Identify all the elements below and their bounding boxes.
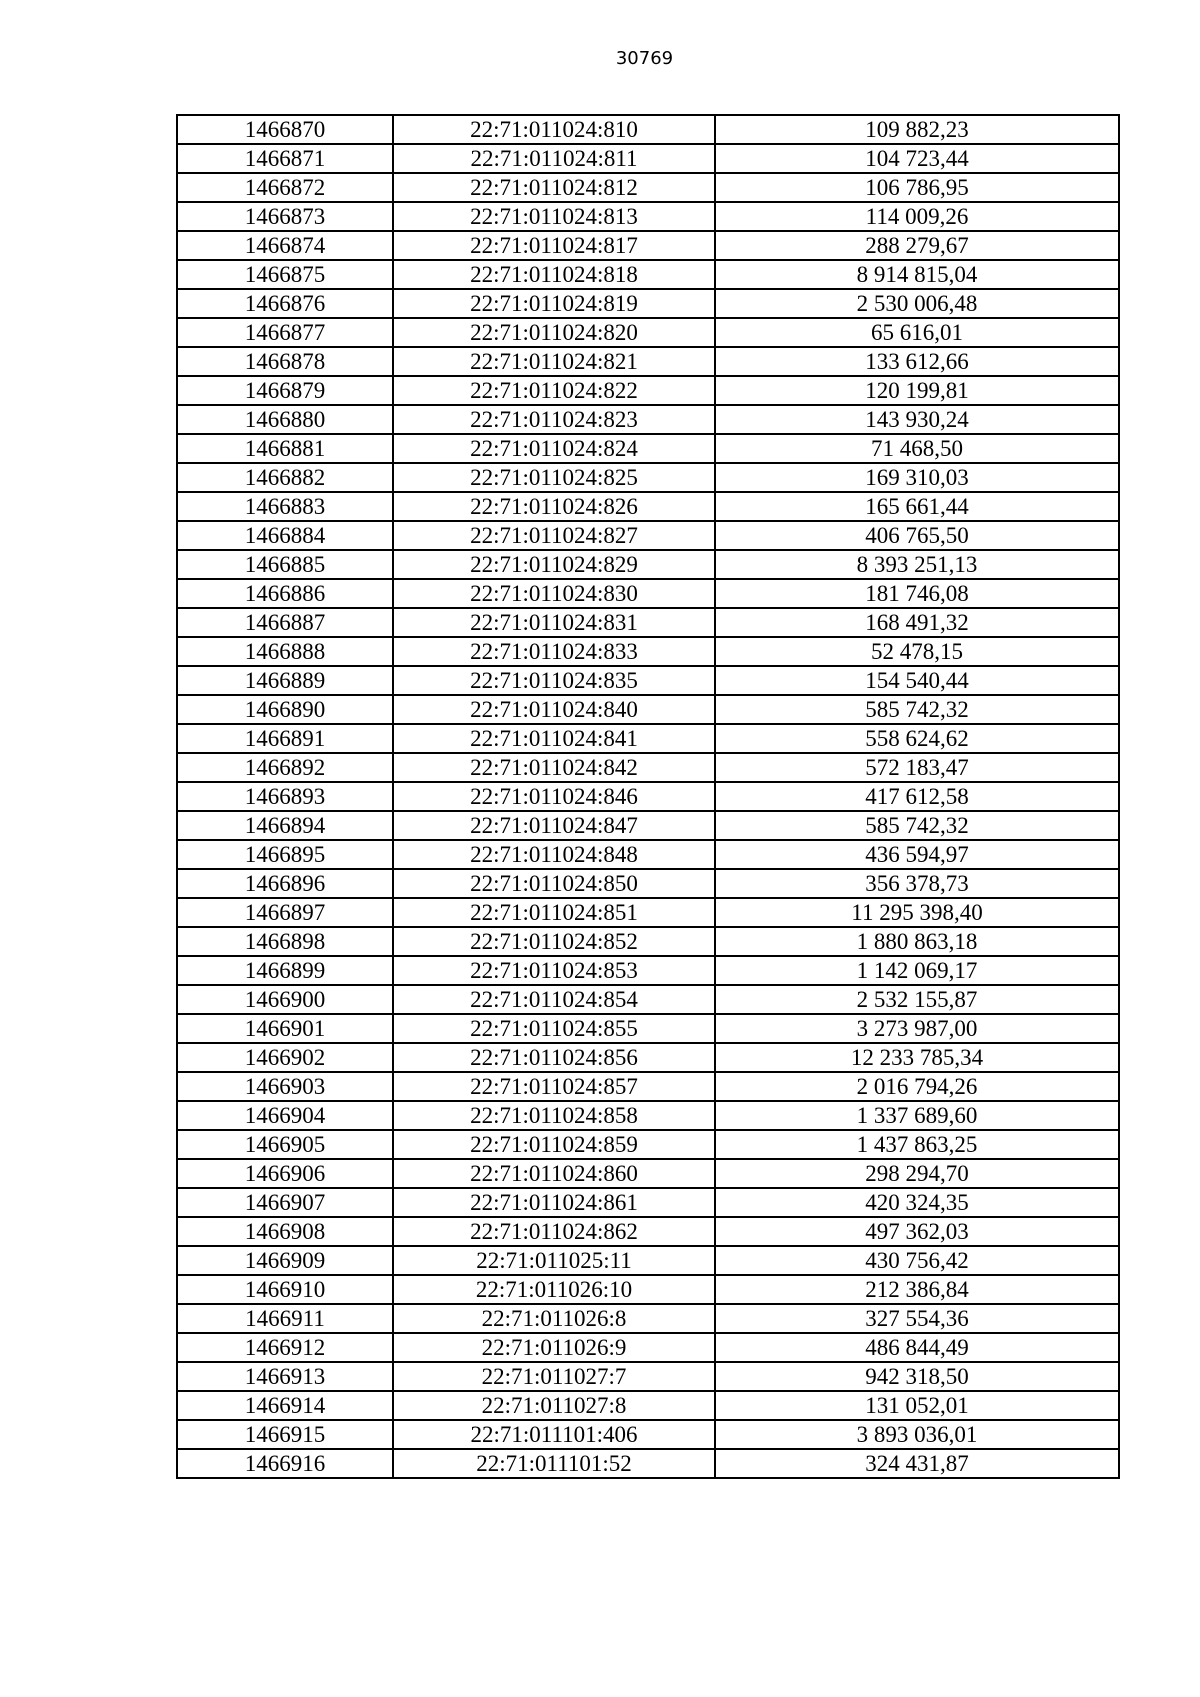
table-row (177, 1217, 1119, 1246)
table-row (177, 1420, 1119, 1449)
table-row (177, 811, 1119, 840)
table-row (177, 753, 1119, 782)
cadastral-number-cell: 22:71:011024:831 (393, 608, 715, 637)
record-number-cell: 1466886 (177, 579, 393, 608)
cadastral-value-cell: 1 437 863,25 (715, 1130, 1119, 1159)
cadastral-value-cell: 558 624,62 (715, 724, 1119, 753)
cadastral-value-cell: 169 310,03 (715, 463, 1119, 492)
cadastral-value-cell: 120 199,81 (715, 376, 1119, 405)
cadastral-number-cell: 22:71:011024:841 (393, 724, 715, 753)
cadastral-value-cell: 143 930,24 (715, 405, 1119, 434)
cadastral-number-cell: 22:71:011024:830 (393, 579, 715, 608)
cadastral-value-cell: 52 478,15 (715, 637, 1119, 666)
table-row (177, 144, 1119, 173)
record-number-cell: 1466874 (177, 231, 393, 260)
cadastral-value-cell: 212 386,84 (715, 1275, 1119, 1304)
record-number-cell: 1466870 (177, 115, 393, 144)
cadastral-value-cell: 2 016 794,26 (715, 1072, 1119, 1101)
cadastral-number-cell: 22:71:011024:825 (393, 463, 715, 492)
cadastral-value-cell: 12 233 785,34 (715, 1043, 1119, 1072)
table-row (177, 231, 1119, 260)
table-row (177, 550, 1119, 579)
record-number-cell: 1466875 (177, 260, 393, 289)
cadastral-value-cell: 65 616,01 (715, 318, 1119, 347)
record-number-cell: 1466906 (177, 1159, 393, 1188)
cadastral-value-cell: 165 661,44 (715, 492, 1119, 521)
record-number-cell: 1466893 (177, 782, 393, 811)
record-number-cell: 1466901 (177, 1014, 393, 1043)
cadastral-number-cell: 22:71:011024:861 (393, 1188, 715, 1217)
cadastral-value-cell: 133 612,66 (715, 347, 1119, 376)
cadastral-number-cell: 22:71:011024:847 (393, 811, 715, 840)
table-row (177, 289, 1119, 318)
cadastral-number-cell: 22:71:011024:823 (393, 405, 715, 434)
table-row (177, 376, 1119, 405)
table-row (177, 1159, 1119, 1188)
record-number-cell: 1466898 (177, 927, 393, 956)
cadastral-number-cell: 22:71:011024:819 (393, 289, 715, 318)
cadastral-number-cell: 22:71:011026:8 (393, 1304, 715, 1333)
cadastral-value-cell: 417 612,58 (715, 782, 1119, 811)
table-row (177, 1130, 1119, 1159)
cadastral-number-cell: 22:71:011025:11 (393, 1246, 715, 1275)
table-row (177, 1101, 1119, 1130)
record-number-cell: 1466894 (177, 811, 393, 840)
record-number-cell: 1466884 (177, 521, 393, 550)
cadastral-value-cell: 1 142 069,17 (715, 956, 1119, 985)
cadastral-value-cell: 71 468,50 (715, 434, 1119, 463)
cadastral-value-cell: 327 554,36 (715, 1304, 1119, 1333)
record-number-cell: 1466879 (177, 376, 393, 405)
cadastral-value-cell: 430 756,42 (715, 1246, 1119, 1275)
cadastral-value-cell: 168 491,32 (715, 608, 1119, 637)
table-row (177, 1275, 1119, 1304)
record-number-cell: 1466889 (177, 666, 393, 695)
record-number-cell: 1466891 (177, 724, 393, 753)
table-row (177, 840, 1119, 869)
cadastral-number-cell: 22:71:011024:813 (393, 202, 715, 231)
table-row (177, 492, 1119, 521)
cadastral-value-cell: 181 746,08 (715, 579, 1119, 608)
table-row (177, 202, 1119, 231)
record-number-cell: 1466885 (177, 550, 393, 579)
cadastral-number-cell: 22:71:011024:848 (393, 840, 715, 869)
record-number-cell: 1466871 (177, 144, 393, 173)
table-row (177, 521, 1119, 550)
table-row (177, 637, 1119, 666)
cadastral-value-cell: 11 295 398,40 (715, 898, 1119, 927)
table-row (177, 666, 1119, 695)
record-number-cell: 1466903 (177, 1072, 393, 1101)
cadastral-number-cell: 22:71:011024:817 (393, 231, 715, 260)
record-number-cell: 1466899 (177, 956, 393, 985)
table-row (177, 579, 1119, 608)
record-number-cell: 1466909 (177, 1246, 393, 1275)
cadastral-value-cell: 106 786,95 (715, 173, 1119, 202)
table-row (177, 1391, 1119, 1420)
cadastral-value-cell: 154 540,44 (715, 666, 1119, 695)
page-number: 30769 (615, 48, 674, 69)
cadastral-value-cell: 288 279,67 (715, 231, 1119, 260)
record-number-cell: 1466907 (177, 1188, 393, 1217)
record-number-cell: 1466914 (177, 1391, 393, 1420)
table-row (177, 434, 1119, 463)
cadastral-value-cell: 406 765,50 (715, 521, 1119, 550)
cadastral-value-cell: 2 532 155,87 (715, 985, 1119, 1014)
table-row (177, 405, 1119, 434)
cadastral-value-cell: 436 594,97 (715, 840, 1119, 869)
record-number-cell: 1466872 (177, 173, 393, 202)
cadastral-number-cell: 22:71:011024:818 (393, 260, 715, 289)
table-row (177, 1072, 1119, 1101)
cadastral-number-cell: 22:71:011024:853 (393, 956, 715, 985)
record-number-cell: 1466913 (177, 1362, 393, 1391)
record-number-cell: 1466905 (177, 1130, 393, 1159)
table-row (177, 695, 1119, 724)
cadastral-number-cell: 22:71:011024:862 (393, 1217, 715, 1246)
cadastral-number-cell: 22:71:011024:855 (393, 1014, 715, 1043)
record-number-cell: 1466902 (177, 1043, 393, 1072)
cadastral-number-cell: 22:71:011024:858 (393, 1101, 715, 1130)
cadastral-number-cell: 22:71:011024:860 (393, 1159, 715, 1188)
table-row (177, 1304, 1119, 1333)
record-number-cell: 1466900 (177, 985, 393, 1014)
cadastral-number-cell: 22:71:011024:857 (393, 1072, 715, 1101)
cadastral-number-cell: 22:71:011026:9 (393, 1333, 715, 1362)
record-number-cell: 1466916 (177, 1449, 393, 1478)
cadastral-number-cell: 22:71:011026:10 (393, 1275, 715, 1304)
table-row (177, 347, 1119, 376)
cadastral-value-cell: 324 431,87 (715, 1449, 1119, 1478)
table-row (177, 1333, 1119, 1362)
table-row (177, 956, 1119, 985)
cadastral-number-cell: 22:71:011024:851 (393, 898, 715, 927)
cadastral-value-cell: 420 324,35 (715, 1188, 1119, 1217)
record-number-cell: 1466897 (177, 898, 393, 927)
table-row (177, 724, 1119, 753)
cadastral-number-cell: 22:71:011024:852 (393, 927, 715, 956)
record-number-cell: 1466887 (177, 608, 393, 637)
data-table (176, 114, 1120, 1479)
table-row (177, 1449, 1119, 1478)
record-number-cell: 1466908 (177, 1217, 393, 1246)
cadastral-value-cell: 572 183,47 (715, 753, 1119, 782)
record-number-cell: 1466873 (177, 202, 393, 231)
cadastral-number-cell: 22:71:011024:811 (393, 144, 715, 173)
record-number-cell: 1466911 (177, 1304, 393, 1333)
record-number-cell: 1466912 (177, 1333, 393, 1362)
cadastral-value-cell: 942 318,50 (715, 1362, 1119, 1391)
table-row (177, 1014, 1119, 1043)
cadastral-value-cell: 8 914 815,04 (715, 260, 1119, 289)
record-number-cell: 1466892 (177, 753, 393, 782)
table-row (177, 1188, 1119, 1217)
cadastral-value-cell: 104 723,44 (715, 144, 1119, 173)
table-row (177, 898, 1119, 927)
record-number-cell: 1466896 (177, 869, 393, 898)
record-number-cell: 1466888 (177, 637, 393, 666)
cadastral-value-cell: 1 337 689,60 (715, 1101, 1119, 1130)
cadastral-number-cell: 22:71:011024:824 (393, 434, 715, 463)
cadastral-number-cell: 22:71:011024:820 (393, 318, 715, 347)
record-number-cell: 1466882 (177, 463, 393, 492)
cadastral-number-cell: 22:71:011024:854 (393, 985, 715, 1014)
table-row (177, 1362, 1119, 1391)
table-row (177, 318, 1119, 347)
table-row (177, 1043, 1119, 1072)
table-row (177, 260, 1119, 289)
cadastral-number-cell: 22:71:011027:8 (393, 1391, 715, 1420)
cadastral-value-cell: 497 362,03 (715, 1217, 1119, 1246)
cadastral-value-cell: 131 052,01 (715, 1391, 1119, 1420)
table-row (177, 927, 1119, 956)
cadastral-number-cell: 22:71:011024:846 (393, 782, 715, 811)
table-row (177, 115, 1119, 144)
cadastral-value-cell: 356 378,73 (715, 869, 1119, 898)
cadastral-value-cell: 8 393 251,13 (715, 550, 1119, 579)
cadastral-number-cell: 22:71:011024:829 (393, 550, 715, 579)
table-row (177, 1246, 1119, 1275)
cadastral-number-cell: 22:71:011027:7 (393, 1362, 715, 1391)
cadastral-number-cell: 22:71:011024:821 (393, 347, 715, 376)
cadastral-value-cell: 585 742,32 (715, 811, 1119, 840)
record-number-cell: 1466883 (177, 492, 393, 521)
table-row (177, 869, 1119, 898)
record-number-cell: 1466915 (177, 1420, 393, 1449)
record-number-cell: 1466881 (177, 434, 393, 463)
cadastral-number-cell: 22:71:011024:827 (393, 521, 715, 550)
cadastral-value-cell: 1 880 863,18 (715, 927, 1119, 956)
cadastral-value-cell: 2 530 006,48 (715, 289, 1119, 318)
table-body (177, 115, 1119, 1478)
cadastral-number-cell: 22:71:011024:812 (393, 173, 715, 202)
cadastral-value-cell: 585 742,32 (715, 695, 1119, 724)
cadastral-number-cell: 22:71:011024:810 (393, 115, 715, 144)
cadastral-number-cell: 22:71:011101:406 (393, 1420, 715, 1449)
table-row (177, 782, 1119, 811)
cadastral-value-cell: 3 273 987,00 (715, 1014, 1119, 1043)
record-number-cell: 1466876 (177, 289, 393, 318)
record-number-cell: 1466880 (177, 405, 393, 434)
table-row (177, 463, 1119, 492)
cadastral-value-cell: 298 294,70 (715, 1159, 1119, 1188)
record-number-cell: 1466895 (177, 840, 393, 869)
table-row (177, 985, 1119, 1014)
cadastral-number-cell: 22:71:011024:859 (393, 1130, 715, 1159)
table-row (177, 173, 1119, 202)
cadastral-value-cell: 3 893 036,01 (715, 1420, 1119, 1449)
record-number-cell: 1466878 (177, 347, 393, 376)
cadastral-number-cell: 22:71:011024:822 (393, 376, 715, 405)
cadastral-number-cell: 22:71:011024:840 (393, 695, 715, 724)
cadastral-number-cell: 22:71:011024:833 (393, 637, 715, 666)
record-number-cell: 1466904 (177, 1101, 393, 1130)
record-number-cell: 1466877 (177, 318, 393, 347)
cadastral-value-cell: 109 882,23 (715, 115, 1119, 144)
table-row (177, 608, 1119, 637)
cadastral-number-cell: 22:71:011024:835 (393, 666, 715, 695)
record-number-cell: 1466910 (177, 1275, 393, 1304)
cadastral-number-cell: 22:71:011101:52 (393, 1449, 715, 1478)
cadastral-value-cell: 114 009,26 (715, 202, 1119, 231)
cadastral-number-cell: 22:71:011024:850 (393, 869, 715, 898)
cadastral-value-cell: 486 844,49 (715, 1333, 1119, 1362)
record-number-cell: 1466890 (177, 695, 393, 724)
cadastral-number-cell: 22:71:011024:856 (393, 1043, 715, 1072)
cadastral-number-cell: 22:71:011024:842 (393, 753, 715, 782)
cadastral-number-cell: 22:71:011024:826 (393, 492, 715, 521)
